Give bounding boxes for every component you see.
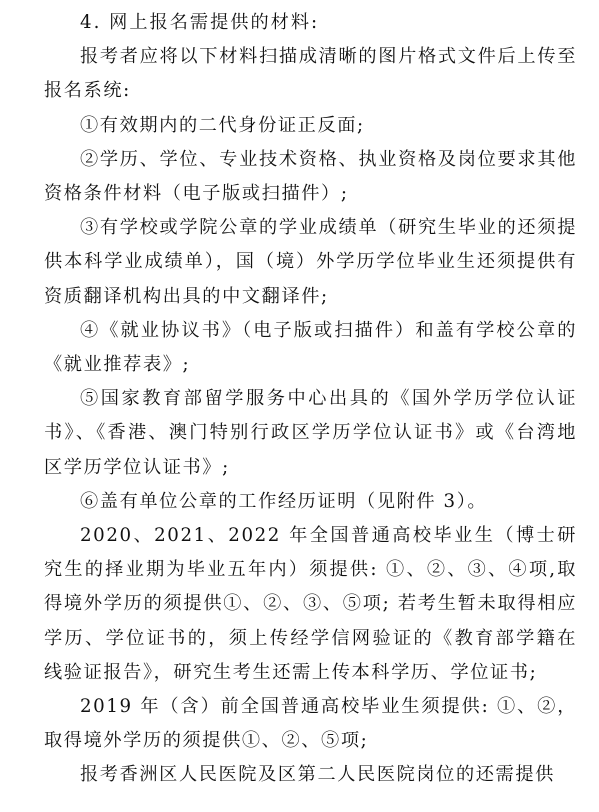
intro-paragraph: 报考者应将以下材料扫描成清晰的图片格式文件后上传至报名系统: [44, 46, 577, 102]
list-item-degree-certification: ⑤国家教育部留学服务中心出具的《国外学历学位认证书》、《香港、澳门特别行政区学历学位认证书》或《台湾地区学历学位认证书》; [44, 388, 577, 478]
list-item-work-experience: ⑥盖有单位公章的工作经历证明（见附件 3）。 [80, 490, 488, 512]
list-item-qualifications: ②学历、学位、专业技术资格、执业资格及岗位要求其他资格条件材料（电子版或扫描件）; [44, 148, 577, 205]
paragraph-hospital-positions: 报考香洲区人民医院及区第二人民医院岗位的还需提供 [80, 764, 555, 786]
paragraph-recent-graduates: 2020、2021、2022 年全国普通高校毕业生（博士研究生的择业期为毕业五年内）须提供: ①、②、③、④项,取得境外学历的须提供①、②、③、⑤项; 若考生暂未取得相应学历、学位证书的，须上传经学信网验证的《教育部学籍在线验证报告》，研究生考生还需上传本科学历、学位证书; [44, 525, 577, 683]
section-heading: 4. 网上报名需提供的材料: [80, 12, 320, 33]
paragraph-earlier-graduates: 2019 年（含）前全国普通高校毕业生须提供: ①、②，取得境外学历的须提供①、②、⑤项; [44, 696, 577, 752]
list-item-id-card: ①有效期内的二代身份证正反面; [80, 114, 365, 136]
list-item-transcript: ③有学校或学院公章的学业成绩单（研究生毕业的还须提供本科学业成绩单），国（境）外学历学位毕业生还须提供有资质翻译机构出具的中文翻译件; [44, 217, 577, 307]
list-item-employment-agreement: ④《就业协议书》（电子版或扫描件）和盖有学校公章的《就业推荐表》; [44, 319, 577, 376]
